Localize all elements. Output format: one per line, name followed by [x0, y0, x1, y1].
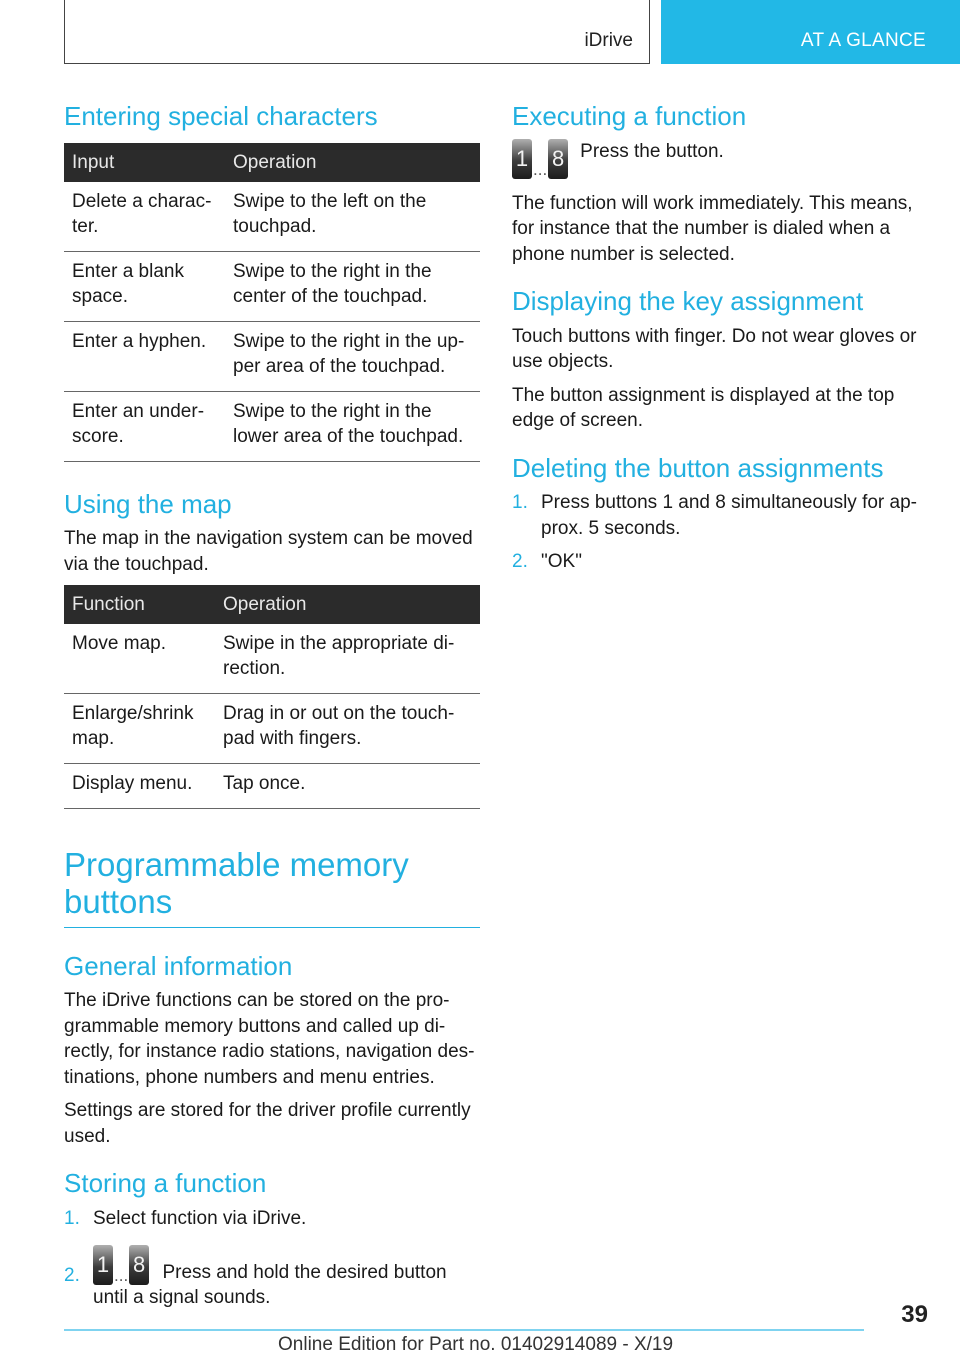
- general-text-2: Settings are stored for the driver profile currently used.: [64, 1100, 471, 1147]
- executing-press-row: [512, 139, 932, 179]
- table-row: [64, 624, 480, 694]
- cell-function: Move map.: [64, 624, 215, 694]
- header-section-title: iDrive: [584, 30, 633, 51]
- step-text: "OK": [541, 551, 582, 572]
- list-item: [512, 549, 932, 575]
- cell-operation: Swipe to the right in the up- per area of the touchpad.: [225, 321, 480, 391]
- table-header-row: [64, 585, 480, 624]
- special-chars-heading: Entering special characters: [64, 101, 378, 131]
- step-number: 2.: [512, 551, 528, 572]
- map-text: The map in the navigation system can be moved via the touchpad.: [64, 528, 473, 575]
- col-header-operation: Operation: [215, 585, 480, 624]
- storing-steps: [64, 1206, 480, 1311]
- executing-heading: Executing a function: [512, 101, 747, 131]
- memory-button-icon: [512, 139, 568, 179]
- button-8-icon: 8: [129, 1245, 149, 1285]
- cell-input: Delete a charac- ter.: [64, 182, 225, 252]
- cell-function: Display menu.: [64, 764, 215, 809]
- footer-edition-text: Online Edition for Part no. 01402914089 - X/19: [278, 1334, 674, 1355]
- executing-press-text: Press the button.: [580, 140, 724, 162]
- step-number: 2.: [64, 1265, 80, 1287]
- cell-operation: Drag in or out on the touch- pad with fingers.: [215, 694, 480, 764]
- header-section-box: [64, 0, 650, 64]
- table-row: [64, 764, 480, 809]
- cell-operation: Swipe in the appropriate di- rection.: [215, 624, 480, 694]
- button-1-icon: 1: [512, 139, 532, 179]
- displaying-heading: Displaying the key assignment: [512, 286, 864, 316]
- cell-operation: Tap once.: [215, 764, 480, 809]
- cell-input: Enter a blank space.: [64, 251, 225, 321]
- table-row: [64, 391, 480, 461]
- table-row: [64, 321, 480, 391]
- general-text-1: The iDrive functions can be stored on the pro-grammable memory buttons and called up di-rectly, for instance radio stations, navigation des-tinations, phone numbers and menu entries.: [64, 990, 475, 1088]
- col-header-function: Function: [64, 585, 215, 624]
- ellipsis-icon: ...: [533, 159, 548, 179]
- right-column: [512, 100, 932, 583]
- left-column: [64, 100, 480, 1319]
- table-row: [64, 251, 480, 321]
- button-1-icon: 1: [93, 1245, 113, 1285]
- col-header-operation: Operation: [225, 143, 480, 182]
- list-item: [64, 1206, 480, 1232]
- step-number: 1.: [64, 1207, 80, 1229]
- step-text: Press and hold the desired button until a signal sounds.: [93, 1261, 447, 1309]
- storing-heading: Storing a function: [64, 1168, 267, 1199]
- deleting-steps: [512, 490, 932, 575]
- table-row: [64, 694, 480, 764]
- list-item: [64, 1245, 480, 1311]
- cell-operation: Swipe to the right in the lower area of the touchpad.: [225, 391, 480, 461]
- displaying-text-2: The button assignment is displayed at the top edge of screen.: [512, 384, 895, 431]
- displaying-text-1: Touch buttons with finger. Do not wear gloves or use objects.: [512, 325, 917, 372]
- button-8-icon: 8: [548, 139, 568, 179]
- step-text: Select function via iDrive.: [93, 1207, 307, 1229]
- list-item: [512, 490, 932, 541]
- step-number: 1.: [512, 492, 528, 513]
- cell-input: Enter a hyphen.: [64, 321, 225, 391]
- map-heading: Using the map: [64, 488, 232, 519]
- general-heading: General information: [64, 950, 293, 981]
- header-chapter-title: AT A GLANCE: [800, 30, 926, 51]
- footer-divider: [64, 1329, 864, 1331]
- page-number: 39: [901, 1301, 928, 1328]
- cell-operation: Swipe to the left on the touchpad.: [225, 182, 480, 252]
- deleting-heading: Deleting the button assignments: [512, 452, 884, 483]
- ellipsis-icon: ...: [114, 1266, 129, 1286]
- cell-input: Enter an under- score.: [64, 391, 225, 461]
- table-row: [64, 182, 480, 252]
- map-table: [64, 585, 480, 809]
- cell-operation: Swipe to the right in the center of the touchpad.: [225, 251, 480, 321]
- special-chars-table: [64, 143, 480, 462]
- step-text: Press buttons 1 and 8 simultaneously for ap-prox. 5 seconds.: [541, 492, 917, 539]
- header-chapter-tab: [661, 0, 960, 64]
- programmable-heading: Programmable memory buttons: [64, 847, 480, 928]
- memory-button-icon: [93, 1245, 149, 1285]
- cell-function: Enlarge/shrink map.: [64, 694, 215, 764]
- executing-text: The function will work immediately. This means, for instance that the number is dialed when a phone number is selected.: [512, 192, 913, 265]
- table-header-row: [64, 143, 480, 182]
- col-header-input: Input: [64, 143, 225, 182]
